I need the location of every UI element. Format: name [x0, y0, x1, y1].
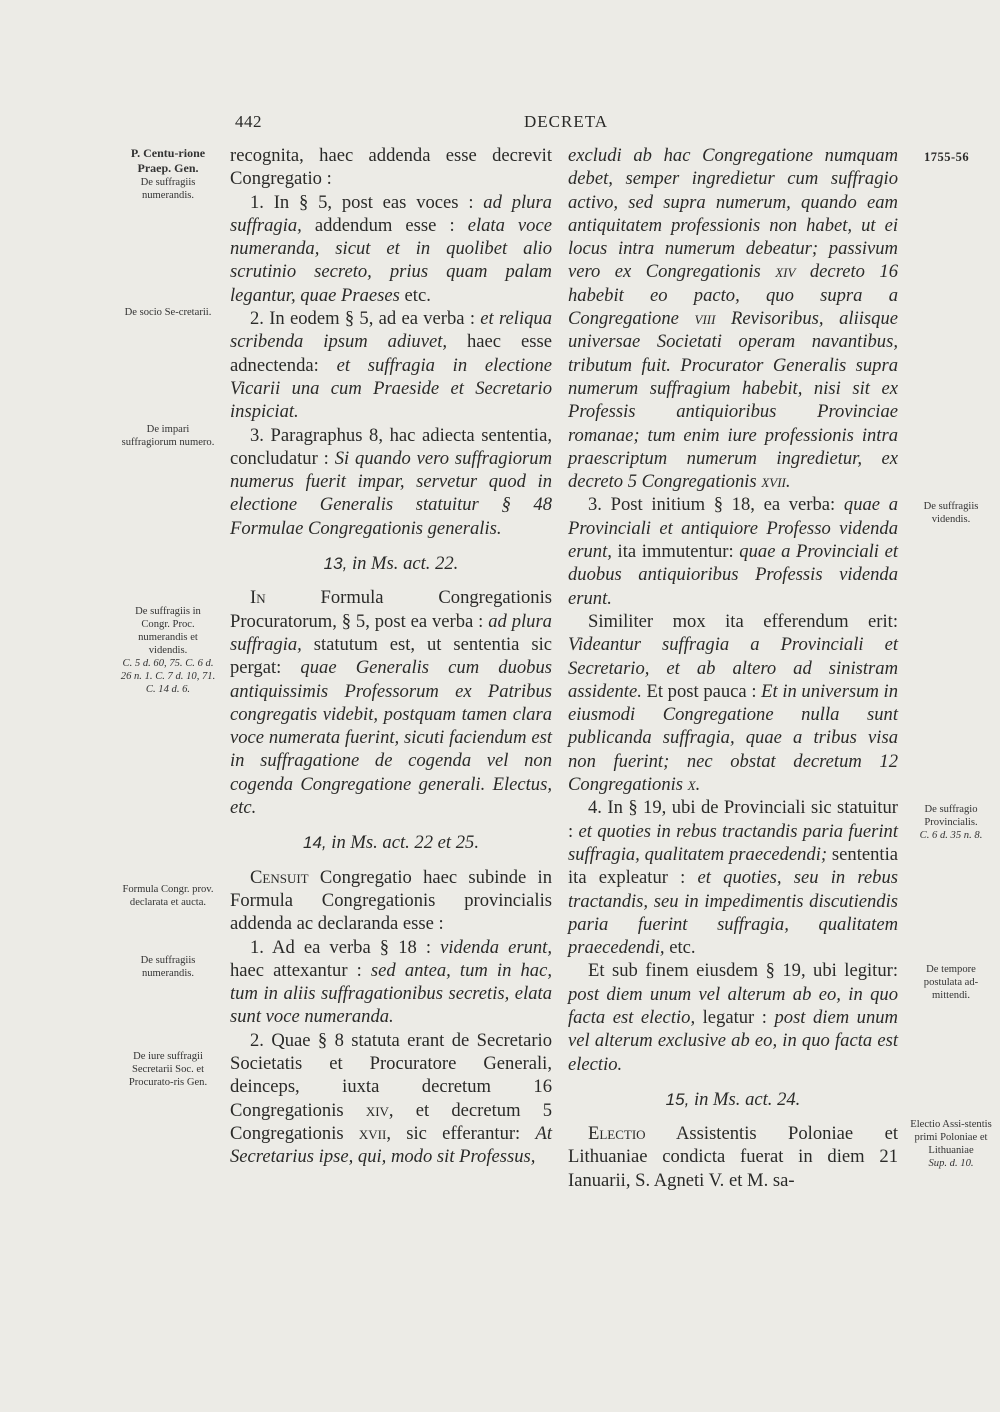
margin-note-text: De impari suffragiorum numero.: [121, 424, 215, 448]
italic-text: post diem unum vel alterum ab eo, in quo facta est electio,: [568, 983, 898, 1028]
text-run: 1. Ad ea verba § 18 :: [250, 936, 441, 958]
italic-text: et suffragia in electione Vicarii una cum Praeside et Secretario inspiciat.: [230, 354, 553, 423]
italic-text: At Secretarius ipse, qui, modo sit Professus,: [230, 1122, 553, 1168]
smallcaps-text: Censuit: [250, 866, 309, 888]
paragraph: [568, 493, 898, 609]
smallcaps-text: Electio: [588, 1123, 646, 1145]
smallcaps-text: In: [250, 587, 266, 609]
margin-note: [120, 954, 216, 980]
margin-note: [906, 963, 996, 1002]
margin-note-text: Electio Assi-stentis primi Poloniae et Lithuaniae: [910, 1119, 992, 1156]
section-heading: [230, 831, 552, 854]
italic-text: .: [695, 774, 701, 796]
text-run: 2. In eodem § 5, ad ea verba :: [250, 308, 481, 330]
text-run: , et decretum 5 Congregationis: [230, 1099, 553, 1144]
section-source: in Ms. act. 24.: [689, 1088, 801, 1110]
text-run: statutum est, ut sententia sic pergat:: [230, 633, 552, 679]
italic-text: ad plura suffragia,: [230, 191, 552, 236]
margin-note-reference: C. 6 d. 35 n. 8.: [919, 830, 983, 841]
paragraph: [230, 307, 552, 423]
paragraph: [568, 610, 898, 796]
text-run: Similiter mox ita efferendum erit:: [588, 610, 898, 632]
margin-note: [120, 1050, 216, 1089]
italic-text: quae a Provinciali et duobus antiquioribus Professis videnda erunt.: [568, 541, 898, 609]
margin-note-reference: Sup. d. 10.: [928, 1158, 974, 1169]
paragraph: [230, 424, 552, 540]
paragraph: [230, 866, 552, 936]
italic-text: post diem unum vel alterum exclusive ab eo, in quo facta est electio.: [568, 1006, 898, 1075]
text-run: , sic efferantur:: [386, 1122, 536, 1144]
running-title: DECRETA: [524, 112, 609, 131]
paragraph: [230, 936, 552, 1029]
paragraph: [230, 1029, 552, 1169]
paragraph: [230, 191, 552, 307]
text-run: haec esse adnectenda:: [230, 331, 552, 376]
paragraph: [568, 959, 898, 1075]
paragraph: [568, 144, 898, 493]
italic-text: xvii: [761, 471, 786, 493]
page-header: [233, 112, 753, 136]
text-run: recognita, haec addenda esse decrevit Congregatio :: [230, 145, 552, 190]
text-run: etc.: [399, 284, 431, 306]
paragraph: [568, 1122, 898, 1192]
text-run: 2. Quae § 8 statuta erant de Secretario Societatis et Procuratore Generali, deinceps, iuxta decretum 16 Congregationis: [230, 1029, 552, 1121]
margin-note: [120, 423, 216, 449]
section-heading: [230, 552, 552, 575]
text-run: legatur :: [695, 1006, 775, 1028]
margin-note: [120, 146, 216, 202]
text-run: Et post pauca :: [641, 680, 762, 702]
italic-text: Revisoribus, aliisque universae Societati operam navantibus, tributum fuit. Procurator Generalis supra numerum suffragium habebit, nisi sit ex Professis antiquioribus Provinciae romanae; tum enim iure professionis intra praescriptum numerum ingredietur, ex decreto 5 Congregationis: [568, 308, 899, 493]
italic-text: excludi ab hac Congregatione numquam debet, semper ingredietur cum suffragio activo, sed supra numerum, quando eam antiquitatem professionis non habet, ut ei locus intra numerum debeatur; passivum vero ex Congregationis: [568, 145, 898, 283]
margin-note-text: De suffragiis numerandis.: [140, 955, 196, 979]
italic-text: viii: [694, 308, 716, 330]
italic-text: x: [687, 774, 696, 796]
margin-note: [120, 306, 216, 319]
italic-text: quae a Provinciali et antiquiore Professo videnda erunt,: [568, 494, 898, 563]
text-run: 1. In § 5, post eas voces :: [250, 191, 484, 213]
text-run: Et sub finem eiusdem § 19, ubi legitur:: [588, 960, 898, 982]
left-column: [230, 144, 552, 1168]
italic-text: et reliqua scribenda ipsum adiuvet,: [230, 308, 553, 353]
text-run: Formula Congregationis Procuratorum, § 5, post ea verba :: [230, 587, 552, 632]
margin-note-text: De suffragiis videndis.: [923, 501, 979, 525]
italic-text: decreto 16 habebit eo pacto, quo supra a Congregatione: [568, 261, 898, 330]
italic-text: sed antea, tum in hac, tum in aliis suffragationibus secretis, elata sunt voce numeranda.: [230, 959, 552, 1028]
margin-note-text: De iure suffragii Secretarii Soc. et Procurato-ris Gen.: [128, 1051, 208, 1088]
section-heading: [568, 1088, 898, 1111]
text-run: ita immutentur:: [611, 541, 740, 563]
italic-text: xiv: [775, 261, 796, 283]
year-marker: 1755-56: [924, 150, 970, 164]
italic-text: .: [785, 471, 791, 493]
text-run: 3. Paragraphus 8, hac adiecta sententia, concludatur :: [230, 424, 552, 469]
smallcaps-text: xiv: [365, 1099, 389, 1121]
margin-note: [120, 883, 216, 909]
text-run: 4. In § 19, ubi de Provinciali sic statuitur :: [568, 797, 898, 842]
section-source: in Ms. act. 22.: [347, 553, 459, 575]
text-run: haec attexantur :: [230, 959, 371, 981]
paragraph: [230, 144, 552, 191]
right-column: [568, 144, 898, 1192]
section-number: 14,: [303, 833, 327, 853]
margin-note: [906, 803, 996, 842]
margin-note-reference: C. 5 d. 60, 75. C. 6 d. 26 n. 1. C. 7 d. 10, 71. C. 14 d. 6.: [120, 658, 216, 695]
section-number: 15,: [665, 1089, 690, 1109]
section-number: 13,: [323, 554, 348, 574]
page-number: 442: [235, 112, 262, 131]
margin-note-text: De suffragiis numerandis.: [140, 177, 196, 201]
italic-text: Videantur suffragia a Provinciali et Secretario, et ab altero ad sinistram assidente.: [568, 634, 898, 702]
text-run: Assistentis Poloniae et Lithuaniae condicta fuerat in diem 21 Ianuarii, S. Agneti V. et M. sa-: [568, 1123, 898, 1191]
italic-text: Et in universum in eiusmodi Congregatione nulla sunt publicanda suffragia, quae a tribus visa non fuerint; nec obstat decretum 12 Congregationis: [568, 680, 898, 796]
text-run: Congregatio haec subinde in Formula Congregationis provincialis addenda ac declaranda esse :: [230, 866, 552, 935]
margin-note: [120, 605, 216, 696]
text-run: etc.: [664, 937, 696, 959]
margin-note: [906, 1118, 996, 1170]
italic-text: videnda erunt,: [440, 936, 552, 958]
paragraph: [230, 586, 552, 819]
text-run: 3. Post initium § 18, ea verba:: [588, 494, 844, 516]
italic-text: elata voce numeranda, sicut et in quolibet alio scrutinio secreto, prius quam palam legantur, quae Praeses: [230, 214, 552, 306]
italic-text: Si quando vero suffragiorum numerus fuerit impar, servetur quod in electione Generalis statuitur § 48 Formulae Congregationis generalis.: [230, 447, 553, 539]
margin-note: [906, 500, 996, 526]
text-run: sententia ita expleatur :: [568, 843, 898, 889]
margin-note-text: Formula Congr. prov. declarata et aucta.: [122, 884, 214, 908]
paragraph: [568, 796, 898, 959]
italic-text: quae Generalis cum duobus antiquissimis Professorum ex Patribus congregatis videbit, postquam tamen clara voce numerata fuerint, sicuti faciendum est in suffragatione de cogenda vel non cogenda Congregatione generali. Electus, etc.: [230, 657, 552, 819]
margin-note-text: De tempore postulata ad-mittendi.: [923, 964, 979, 1001]
text-run: addendum esse :: [301, 214, 468, 236]
section-source: in Ms. act. 22 et 25.: [326, 832, 479, 854]
italic-text: ad plura suffragia,: [230, 610, 552, 655]
margin-note-text: De suffragio Provincialis.: [924, 804, 978, 828]
margin-note-text: De suffragiis in Congr. Proc. numerandis et videndis.: [135, 606, 201, 656]
italic-text: et quoties, seu in rebus tractandis, seu in impedimentis discutiendis paria fuerint suffragia, qualitatem praecedendi,: [568, 867, 898, 959]
italic-text: et quoties in rebus tractandis paria fuerint suffragia, qualitatem praecedendi;: [568, 820, 898, 865]
smallcaps-text: xvii: [358, 1122, 387, 1144]
margin-note-text: De socio Se-cretarii.: [124, 307, 212, 318]
margin-note-heading: P. Centu-rione Praep. Gen.: [130, 146, 206, 175]
